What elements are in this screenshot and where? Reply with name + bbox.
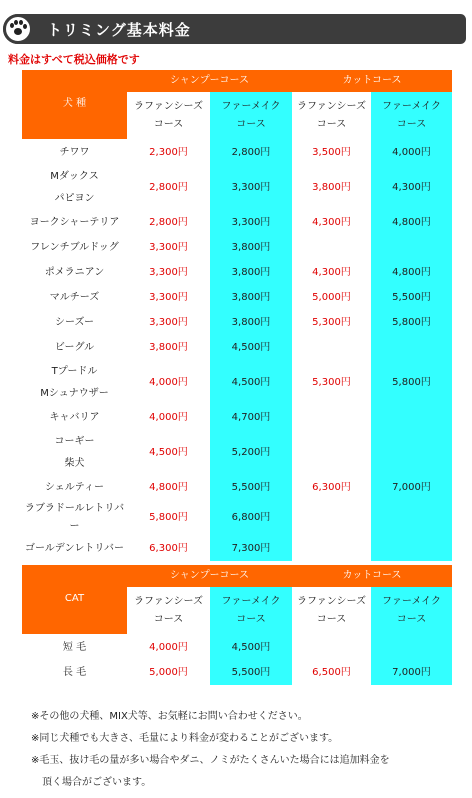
breed-name-line: 短 毛 <box>62 642 87 654</box>
price-cell: 3,300円 <box>149 266 188 278</box>
price-cell: 4,300円 <box>312 266 351 278</box>
table-row <box>22 660 452 685</box>
course-subheader <box>127 92 210 140</box>
course-subheader <box>292 587 371 635</box>
note-line: ※その他の犬種、MIX犬等、お気軽にお問い合わせください。 <box>31 711 308 722</box>
breed-name-line: ポメラニアン <box>44 266 105 278</box>
price-cell: 3,300円 <box>210 210 292 235</box>
price-cell <box>371 635 452 660</box>
price-cell: 4,300円 <box>371 165 452 210</box>
table-row <box>22 475 452 500</box>
breed-name-line: シェルティー <box>45 481 104 493</box>
course-subheader <box>127 587 210 635</box>
breed-name-line: シーズー <box>55 316 94 328</box>
price-cell: 4,000円 <box>149 411 188 423</box>
price-cell: 5,800円 <box>371 310 452 335</box>
price-cell: 2,800円 <box>149 181 188 193</box>
course-subheader-line: コース <box>153 119 184 130</box>
breed-name-line: パピヨン <box>54 192 95 204</box>
price-cell <box>371 235 452 260</box>
price-cell: 6,800円 <box>210 500 292 536</box>
price-cell: 4,800円 <box>149 481 188 493</box>
price-cell: 3,800円 <box>210 285 292 310</box>
price-cell: 2,800円 <box>149 216 188 228</box>
table-row <box>22 536 452 561</box>
shampoo-course-header: シャンプーコース <box>127 70 292 92</box>
price-cell: 4,800円 <box>371 210 452 235</box>
title-bar <box>3 14 466 44</box>
course-subheader-line: ラファンシーズ <box>296 596 367 607</box>
table-row <box>22 430 452 475</box>
table-row <box>22 260 452 285</box>
price-cell: 3,800円 <box>210 260 292 285</box>
price-cell: 4,500円 <box>149 446 188 458</box>
price-cell: 4,000円 <box>371 140 452 165</box>
course-subheader <box>292 92 371 140</box>
cut-course-header: カットコース <box>292 70 452 92</box>
price-cell: 4,000円 <box>149 376 188 388</box>
price-cell: 5,500円 <box>371 285 452 310</box>
price-cell: 4,700円 <box>210 405 292 430</box>
price-cell: 4,000円 <box>149 641 188 653</box>
price-cell <box>292 235 371 260</box>
breed-name <box>22 235 127 260</box>
price-cell <box>292 335 371 360</box>
price-cell: 3,800円 <box>210 310 292 335</box>
course-subheader-line: ファーメイク <box>221 101 281 112</box>
breed-name <box>22 310 127 335</box>
price-cell: 7,000円 <box>371 475 452 500</box>
table-row <box>22 335 452 360</box>
note-line: 頂く場合がございます。 <box>42 777 152 788</box>
price-cell: 5,300円 <box>312 376 351 388</box>
course-subheader <box>371 92 452 140</box>
breed-name <box>22 635 127 660</box>
breed-name-line: キャバリア <box>49 411 100 423</box>
price-cell <box>371 405 452 430</box>
price-cell: 2,300円 <box>149 146 188 158</box>
price-cell: 6,500円 <box>312 666 351 678</box>
course-subheader-line: コース <box>316 119 347 130</box>
price-cell <box>371 335 452 360</box>
course-subheader-line: ラファンシーズ <box>133 596 204 607</box>
breed-name <box>22 210 127 235</box>
breed-name <box>22 165 127 210</box>
price-cell: 3,300円 <box>149 316 188 328</box>
price-cell: 7,300円 <box>210 536 292 561</box>
course-subheader-line: コース <box>396 119 427 130</box>
table-row <box>22 140 452 165</box>
course-subheader-line: コース <box>236 119 266 130</box>
breed-name-line: ラブラドールレトリバー <box>24 503 125 532</box>
cat-header: CAT <box>22 565 127 635</box>
price-cell <box>292 635 371 660</box>
breed-name <box>22 360 127 405</box>
price-cell: 5,300円 <box>312 316 351 328</box>
note-line: ※毛玉、抜け毛の量が多い場合やダニ、ノミがたくさんいた場合には追加料金を <box>31 755 390 766</box>
price-cell: 4,300円 <box>312 216 351 228</box>
course-subheader-line: ラファンシーズ <box>133 101 204 112</box>
price-cell <box>292 405 371 430</box>
price-cell: 4,500円 <box>210 335 292 360</box>
course-subheader-line: ラファンシーズ <box>296 101 367 112</box>
price-cell <box>371 536 452 561</box>
breed-name-line: 柴犬 <box>64 457 85 469</box>
breed-name <box>22 660 127 685</box>
breed-name-line: Mシュナウザー <box>40 387 109 399</box>
tax-note: 料金はすべて税込価格です <box>8 53 140 66</box>
breed-name <box>22 140 127 165</box>
note-line: ※同じ犬種でも大きさ、毛量により料金が変わることがございます。 <box>31 733 339 744</box>
notes <box>31 706 390 794</box>
breed-name <box>22 405 127 430</box>
breed-name <box>22 260 127 285</box>
table-row <box>22 165 452 210</box>
price-cell <box>292 500 371 536</box>
price-cell: 3,300円 <box>149 241 188 253</box>
price-cell: 4,500円 <box>210 360 292 405</box>
breed-name-line: チワワ <box>59 147 90 159</box>
breed-name <box>22 536 127 561</box>
course-subheader-line: コース <box>236 614 266 625</box>
course-subheader <box>371 587 452 635</box>
breed-name-line: Tプードル <box>51 365 98 377</box>
price-cell: 5,200円 <box>210 430 292 475</box>
price-cell: 5,500円 <box>210 660 292 685</box>
breed-name <box>22 475 127 500</box>
table-row <box>22 310 452 335</box>
price-cell <box>371 500 452 536</box>
price-cell: 2,800円 <box>210 140 292 165</box>
breed-name <box>22 500 127 536</box>
cat-cut-course-header: カットコース <box>292 565 452 587</box>
course-subheader-line: コース <box>153 614 184 625</box>
price-cell: 3,800円 <box>149 341 188 353</box>
breed-name-line: Mダックス <box>50 170 99 182</box>
course-subheader-line: コース <box>316 614 347 625</box>
table-row <box>22 210 452 235</box>
breed-name-line: ゴールデンレトリバー <box>24 542 125 554</box>
price-cell: 3,800円 <box>210 235 292 260</box>
breed-name <box>22 285 127 310</box>
price-cell: 4,800円 <box>371 260 452 285</box>
course-subheader <box>210 587 292 635</box>
price-cell: 3,500円 <box>312 146 351 158</box>
breed-name-line: フレンチブルドッグ <box>30 241 119 253</box>
table-row <box>22 285 452 310</box>
price-cell: 3,800円 <box>312 181 351 193</box>
course-subheader-line: ファーメイク <box>221 596 281 607</box>
price-cell: 5,000円 <box>149 666 188 678</box>
course-subheader-line: ファーメイク <box>382 101 441 112</box>
cat-shampoo-course-header: シャンプーコース <box>127 565 292 587</box>
price-cell: 6,300円 <box>149 542 188 554</box>
page-title: トリミング基本料金 <box>47 20 191 39</box>
price-cell <box>292 430 371 475</box>
breed-name-line: マルチーズ <box>49 291 100 303</box>
breed-name-line: コーギー <box>54 435 95 447</box>
course-subheader-line: コース <box>396 614 427 625</box>
cat-price-table <box>22 565 452 685</box>
table-row <box>22 235 452 260</box>
breed-name-line: ヨークシャーテリア <box>29 216 120 228</box>
breed-header: 犬 種 <box>22 70 127 140</box>
table-row <box>22 635 452 660</box>
price-cell: 5,500円 <box>210 475 292 500</box>
course-subheader <box>210 92 292 140</box>
breed-name-line: 長 毛 <box>62 666 87 678</box>
price-cell: 4,500円 <box>210 635 292 660</box>
paw-icon <box>3 14 33 44</box>
price-cell <box>371 430 452 475</box>
breed-name <box>22 430 127 475</box>
price-cell <box>292 536 371 561</box>
table-row <box>22 500 452 536</box>
price-cell: 3,300円 <box>210 165 292 210</box>
price-cell: 5,800円 <box>149 512 188 523</box>
table-row <box>22 360 452 405</box>
breed-name <box>22 335 127 360</box>
price-cell: 3,300円 <box>149 291 188 303</box>
dog-price-table <box>22 70 452 561</box>
price-cell: 5,800円 <box>371 360 452 405</box>
price-cell: 6,300円 <box>312 481 351 493</box>
price-cell: 5,000円 <box>312 291 351 303</box>
price-cell: 7,000円 <box>371 660 452 685</box>
breed-name-line: ビーグル <box>54 341 95 353</box>
course-subheader-line: ファーメイク <box>382 596 441 607</box>
table-row <box>22 405 452 430</box>
